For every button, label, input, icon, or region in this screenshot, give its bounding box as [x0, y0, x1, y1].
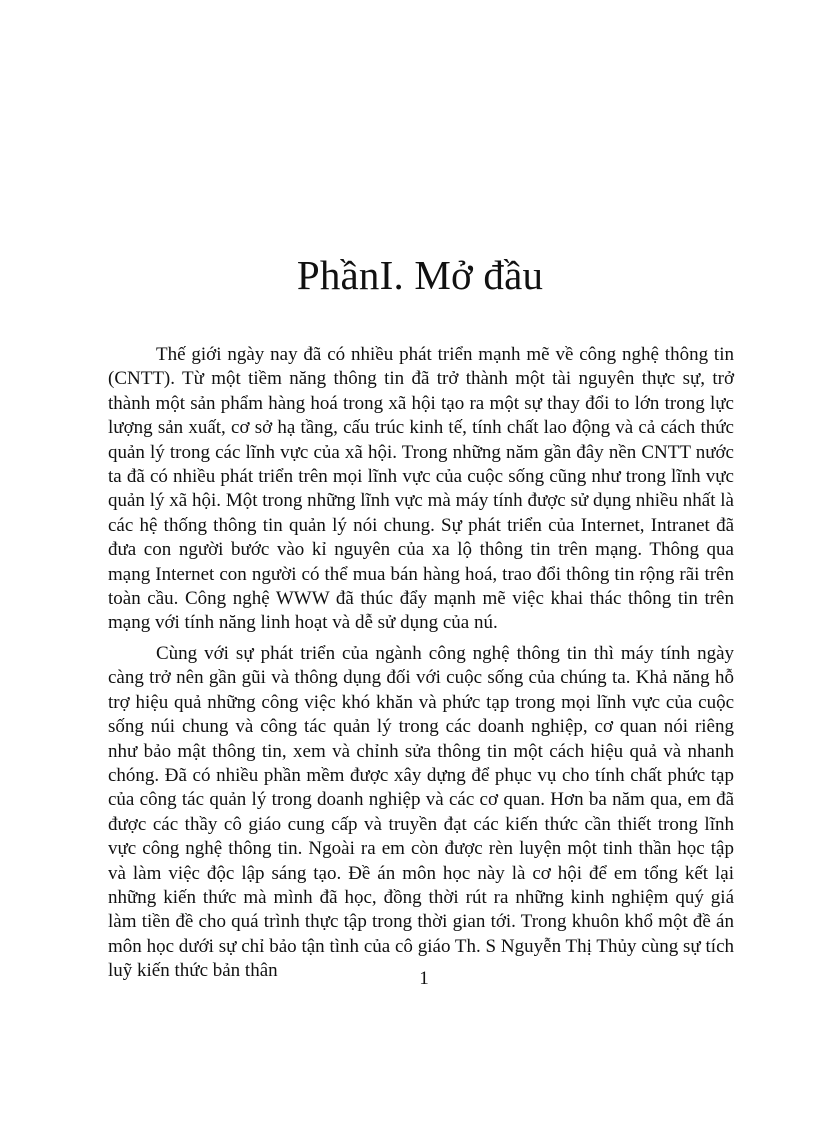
paragraph-2: Cùng với sự phát triển của ngành công nghệ thông tin thì máy tính ngày càng trở nên gần gũi và thông dụng đối với cuộc sống của chúng ta. Khả năng hỗ trợ hiệu quả những công việc khó khăn và phức tạp trong mọi lĩnh vực của cuộc sống núi chung và công tác quản lý trong các doanh nghiệp, cơ quan nói riêng như bảo mật thông tin, xem và chỉnh sửa thông tin một cách hiệu quả và nhanh chóng. Đã có nhiều phần mềm được xây dựng để phục vụ cho tính chất phức tạp của công tác quản lý trong doanh nghiệp và các cơ quan. Hơn ba năm qua, em đã được các thầy cô giáo cung cấp và truyền đạt các kiến thức cần thiết trong lĩnh vực công nghệ thông tin. Ngoài ra em còn được rèn luyện một tinh thần học tập và làm việc độc lập sáng tạo. Đề án môn học này là cơ hội để em tổng kết lại những kiến thức mà mình đã học, đồng thời rút ra những kinh nghiệm quý giá làm tiền đề cho quá trình thực tập trong thời gian tới. Trong khuôn khổ một đề án môn học dưới sự chỉ bảo tận tình của cô giáo Th. S Nguyễn Thị Thủy cùng sự tích luỹ kiến thức bản thân — [108, 642, 734, 982]
body-text — [108, 343, 734, 990]
page-number: 1 — [419, 968, 429, 989]
paragraph-1: Thế giới ngày nay đã có nhiều phát triển mạnh mẽ về công nghệ thông tin (CNTT). Từ một tiềm năng thông tin đã trở thành một tài nguyên thực sự, trở thành một sản phẩm hàng hoá trong xã hội tạo ra một sự thay đổi to lớn trong lực lượng sản xuất, cơ sở hạ tầng, cấu trúc kinh tế, tính chất lao động và cả cách thức quản lý trong các lĩnh vực của xã hội. Trong những năm gần đây nền CNTT nước ta đã có nhiều phát triển trên mọi lĩnh vực của cuộc sống cũng như trong lĩnh vực quản lý xã hội. Một trong những lĩnh vực mà máy tính được sử dụng nhiều nhất là các hệ thống thông tin quản lý nói chung. Sự phát triển của Internet, Intranet đã đưa con người bước vào kỉ nguyên của xa lộ thông tin trên mạng. Thông qua mạng Internet con người có thể mua bán hàng hoá, trao đổi thông tin rộng rãi trên toàn cầu. Công nghệ WWW đã thúc đẩy mạnh mẽ việc khai thác thông tin trên mạng với tính năng linh hoạt và dễ sử dụng của nú. — [108, 344, 734, 634]
page-title: PhầnI. Mở đầu — [296, 252, 544, 298]
